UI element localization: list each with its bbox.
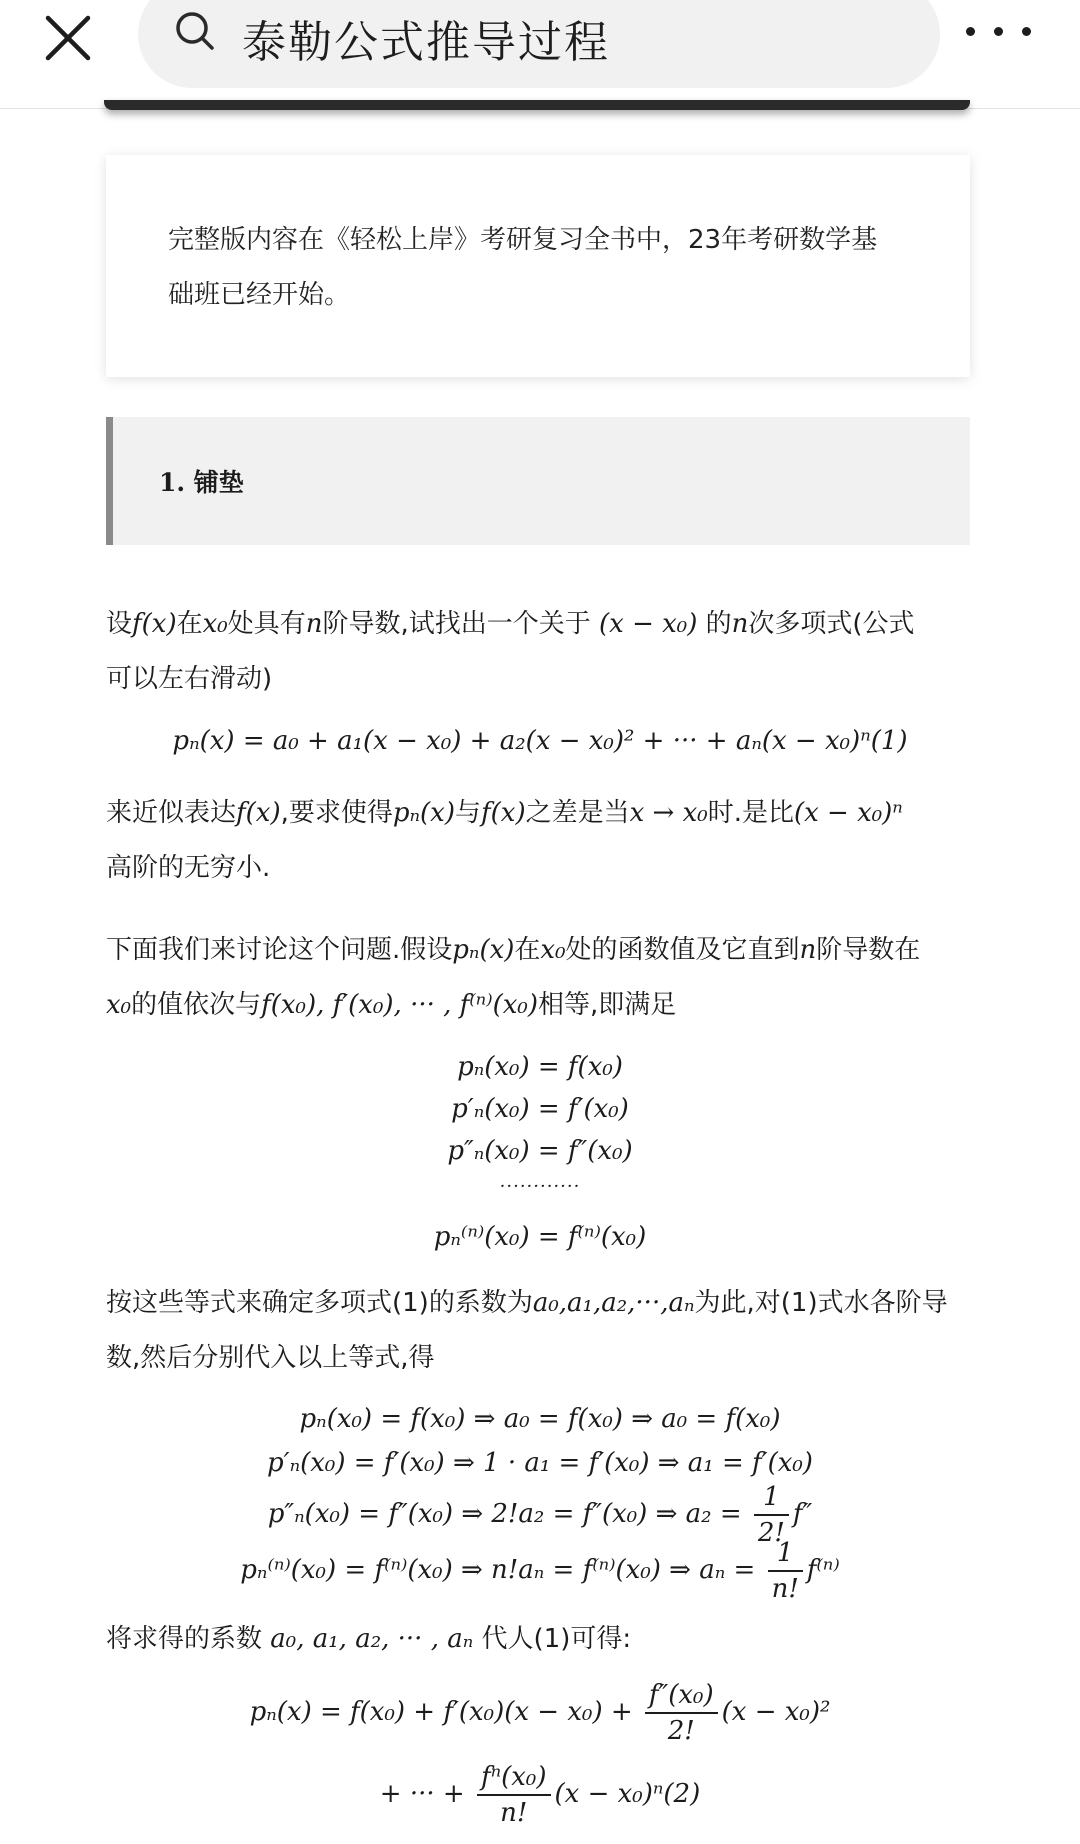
denominator: n! <box>500 1798 528 1828</box>
denominator: 2! <box>667 1716 695 1746</box>
math: f(x) <box>132 609 177 639</box>
math: (x − x₀)ⁿ <box>793 798 903 828</box>
system1-dots: ············ <box>499 1176 581 1197</box>
expr: f⁽ⁿ⁾ <box>806 1555 840 1585</box>
expr: pₙ⁽ⁿ⁾(x₀) = f⁽ⁿ⁾(x₀) ⇒ n!aₙ = f⁽ⁿ⁾(x₀) ⇒ aₙ = <box>240 1555 756 1585</box>
numerator: 1 <box>768 1538 803 1572</box>
system2-row-4 <box>0 1538 1080 1604</box>
para2-line1 <box>106 786 986 841</box>
fraction <box>477 1762 551 1828</box>
system2-row-1: pₙ(x₀) = f(x₀) ⇒ a₀ = f(x₀) ⇒ a₀ = f(x₀) <box>299 1404 781 1434</box>
para4-line1 <box>106 1276 986 1331</box>
expr: p″ₙ(x₀) = f″(x₀) ⇒ 2!a₂ = f″(x₀) ⇒ a₂ = <box>267 1499 742 1529</box>
math: n <box>799 935 817 965</box>
search-query: 泰勒公式推导过程 <box>242 17 610 68</box>
para1-line1 <box>106 597 986 652</box>
system1-row: pₙ(x₀) = f(x₀) <box>457 1052 623 1082</box>
para2-line2: 高阶的无穷小. <box>106 853 271 883</box>
expr: f″ <box>792 1499 813 1529</box>
expr: + ··· + <box>379 1779 465 1809</box>
math: x₀ <box>540 935 566 965</box>
notice-line-2: 础班已经开始。 <box>168 280 351 310</box>
text: 按这些等式来确定多项式(1)的系数为 <box>106 1288 533 1318</box>
denominator: 2! <box>757 1518 785 1548</box>
expr: pₙ(x) = f(x₀) + f′(x₀)(x − x₀) + <box>249 1697 633 1727</box>
section-heading <box>106 417 970 545</box>
final-formula-line-1 <box>0 1680 1080 1746</box>
text: 为此,对(1)式水各阶导 <box>694 1288 948 1318</box>
para3-line1 <box>106 923 986 978</box>
para3-line2 <box>106 978 986 1033</box>
math: f(x) <box>236 798 281 828</box>
search-input[interactable] <box>138 0 940 88</box>
close-icon[interactable] <box>40 8 100 68</box>
text: 将求得的系数 <box>106 1624 263 1654</box>
text: 之差是当 <box>525 798 630 828</box>
previous-card-edge <box>104 100 970 110</box>
text: 下面我们来讨论这个问题.假设 <box>106 935 453 965</box>
denominator: n! <box>771 1574 799 1604</box>
text: 的 <box>705 609 732 639</box>
math: f(x) <box>481 798 526 828</box>
math: (x − x₀) <box>599 609 698 639</box>
system1-row: pₙ⁽ⁿ⁾(x₀) = f⁽ⁿ⁾(x₀) <box>433 1222 647 1252</box>
final-formula-line-2 <box>0 1762 1080 1828</box>
math: x₀ <box>202 609 228 639</box>
text: 阶导数在 <box>816 935 921 965</box>
math: f(x₀), f′(x₀), ··· , f⁽ⁿ⁾(x₀) <box>261 990 538 1020</box>
para1-line2: 可以左右滑动) <box>106 664 273 694</box>
expr: (x − x₀)² <box>721 1697 831 1727</box>
more-icon[interactable] <box>962 14 1036 48</box>
numerator: fⁿ(x₀) <box>477 1762 551 1796</box>
text: 时.是比 <box>707 798 794 828</box>
math: n <box>305 609 323 639</box>
top-bar <box>0 0 1080 109</box>
math: x → x₀ <box>629 798 708 828</box>
notice-text <box>168 213 928 323</box>
fraction <box>768 1538 803 1604</box>
text: 相等,即满足 <box>537 990 677 1020</box>
system1-row: p′ₙ(x₀) = f′(x₀) <box>451 1094 629 1124</box>
notice-line-1: 完整版内容在《轻松上岸》考研复习全书中，23年考研数学基 <box>168 225 878 255</box>
search-icon <box>174 10 216 52</box>
math: x₀ <box>106 990 132 1020</box>
text: ,要求使得 <box>280 798 393 828</box>
numerator: f″(x₀) <box>645 1680 718 1714</box>
para4-line2: 数,然后分别代入以上等式,得 <box>106 1343 435 1373</box>
text: 在 <box>176 609 203 639</box>
text: 处具有 <box>227 609 306 639</box>
fraction <box>645 1680 718 1746</box>
math: pₙ(x) <box>452 935 515 965</box>
math: pₙ(x) <box>392 798 455 828</box>
system1-row: p″ₙ(x₀) = f″(x₀) <box>447 1136 633 1166</box>
numerator: 1 <box>754 1482 789 1516</box>
equation-1: pₙ(x) = a₀ + a₁(x − x₀) + a₂(x − x₀)² + ··· + aₙ(x − x₀)ⁿ(1) <box>172 726 908 756</box>
text: 在 <box>514 935 541 965</box>
math: n <box>731 609 749 639</box>
math: a₀,a₁,a₂,···,aₙ <box>532 1288 695 1318</box>
text: 处的函数值及它直到 <box>565 935 800 965</box>
text: 与 <box>455 798 482 828</box>
text: 的值依次与 <box>131 990 262 1020</box>
system2-row-2: p′ₙ(x₀) = f′(x₀) ⇒ 1 · a₁ = f′(x₀) ⇒ a₁ = f′(x₀) <box>267 1448 813 1478</box>
para5 <box>106 1612 986 1667</box>
expr: (x − x₀)ⁿ(2) <box>554 1779 701 1809</box>
notice-card <box>106 155 970 377</box>
section-title: 1. 铺垫 <box>159 468 244 497</box>
text: 代人(1)可得: <box>481 1624 632 1654</box>
math: a₀, a₁, a₂, ··· , aₙ <box>270 1624 474 1654</box>
text: 阶导数,试找出一个关于 <box>322 609 591 639</box>
text: 次多项式(公式 <box>748 609 915 639</box>
text: 设 <box>106 609 133 639</box>
text: 来近似表达 <box>106 798 237 828</box>
